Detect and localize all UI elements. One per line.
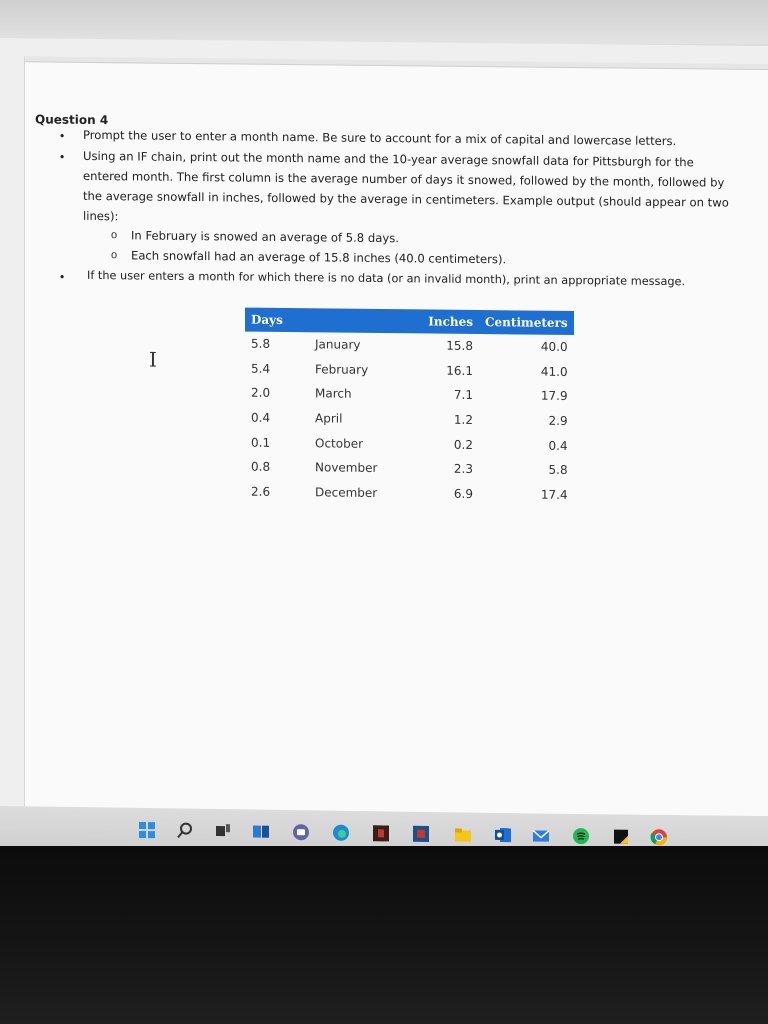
widgets-icon[interactable] [252,823,270,841]
cell-month: December [315,485,378,500]
bullet-2-line-3: the average snowfall in inches, followed by the average in centimeters. Example output (should appear on two [83,188,729,210]
table-row [245,405,574,433]
sub-bullet-2: Each snowfall had an average of 15.8 inches (40.0 centimeters). [131,248,507,267]
chrome-icon[interactable] [650,828,668,846]
bullet-2-line-2: entered month. The first column is the average number of days it snowed, followed by the month, followed by [83,168,725,190]
cell-days: 0.8 [251,459,271,475]
cell-centimeters: 41.0 [540,364,568,379]
cell-month: March [315,386,352,402]
cell-inches: 15.8 [446,338,473,354]
header-inches: Inches [409,309,479,334]
bullet-glyph: • [60,149,65,164]
cell-month: January [315,337,361,353]
bullet-glyph: • [60,269,65,284]
screen [0,38,768,816]
bullet-glyph: • [60,128,65,143]
cell-inches: 1.2 [453,412,473,428]
app-icon-2[interactable] [412,825,430,843]
table-row [245,479,574,507]
file-explorer-icon[interactable] [454,825,472,843]
monitor-bezel-bottom [0,846,768,1024]
header-month [309,308,409,333]
sub-bullet-glyph: o [111,249,118,262]
question-title: Question 4 [35,112,109,128]
cell-centimeters: 40.0 [540,339,568,355]
header-centimeters: Centimeters [479,310,574,335]
cell-centimeters: 5.8 [548,463,568,478]
table-header-row [245,308,574,335]
cell-inches: 7.1 [453,388,473,403]
cell-days: 5.8 [251,336,271,352]
page-ruler [25,56,768,70]
spotify-icon[interactable] [572,827,590,845]
bullet-2-line-1: Using an IF chain, print out the month name and the 10-year average snowfall data for Pittsburgh for the [83,148,694,170]
task-view-icon[interactable] [214,822,232,840]
cell-centimeters: 17.9 [540,389,568,404]
text-cursor-icon: I [149,347,157,372]
teams-chat-icon[interactable] [292,823,310,841]
table-row [245,356,574,384]
windows-start-icon[interactable] [138,821,156,839]
cell-month: October [315,435,364,451]
outlook-icon[interactable] [494,826,512,844]
sub-bullet-glyph: o [111,229,118,242]
app-icon-3[interactable] [612,828,630,846]
table-row [245,381,574,409]
monitor-bezel-top [0,0,768,44]
snowfall-table [245,308,574,508]
cell-centimeters: 17.4 [540,487,568,502]
cell-centimeters: 0.4 [548,438,568,453]
edge-browser-icon[interactable] [332,824,350,842]
cell-inches: 16.1 [446,363,473,378]
bullet-3-line-1: If the user enters a month for which there is no data (or an invalid month), print an appropriate message. [87,268,686,289]
bullet-1-line-1: Prompt the user to enter a month name. Be sure to account for a mix of capital and lowercase letters. [83,127,677,149]
cell-inches: 2.3 [453,462,473,477]
cell-days: 5.4 [251,361,271,376]
cell-days: 2.0 [251,386,271,401]
cell-inches: 0.2 [453,437,473,452]
cell-centimeters: 2.9 [548,413,568,429]
cell-month: April [315,411,343,426]
cell-month: November [315,460,378,476]
table-row [245,455,574,483]
cell-month: February [315,362,369,377]
app-icon[interactable] [372,824,390,842]
header-days: Days [245,308,309,333]
cell-days: 2.6 [251,484,271,499]
table-row [245,430,574,458]
bullet-2-line-4: lines): [83,208,119,224]
cell-inches: 6.9 [453,486,473,501]
table-row [245,332,574,360]
mail-icon[interactable] [532,826,550,844]
document-page [24,56,768,816]
search-icon[interactable] [176,821,194,839]
cell-days: 0.4 [251,410,271,425]
sub-bullet-1: In February is snowed an average of 5.8 days. [131,228,399,246]
cell-days: 0.1 [251,435,271,450]
